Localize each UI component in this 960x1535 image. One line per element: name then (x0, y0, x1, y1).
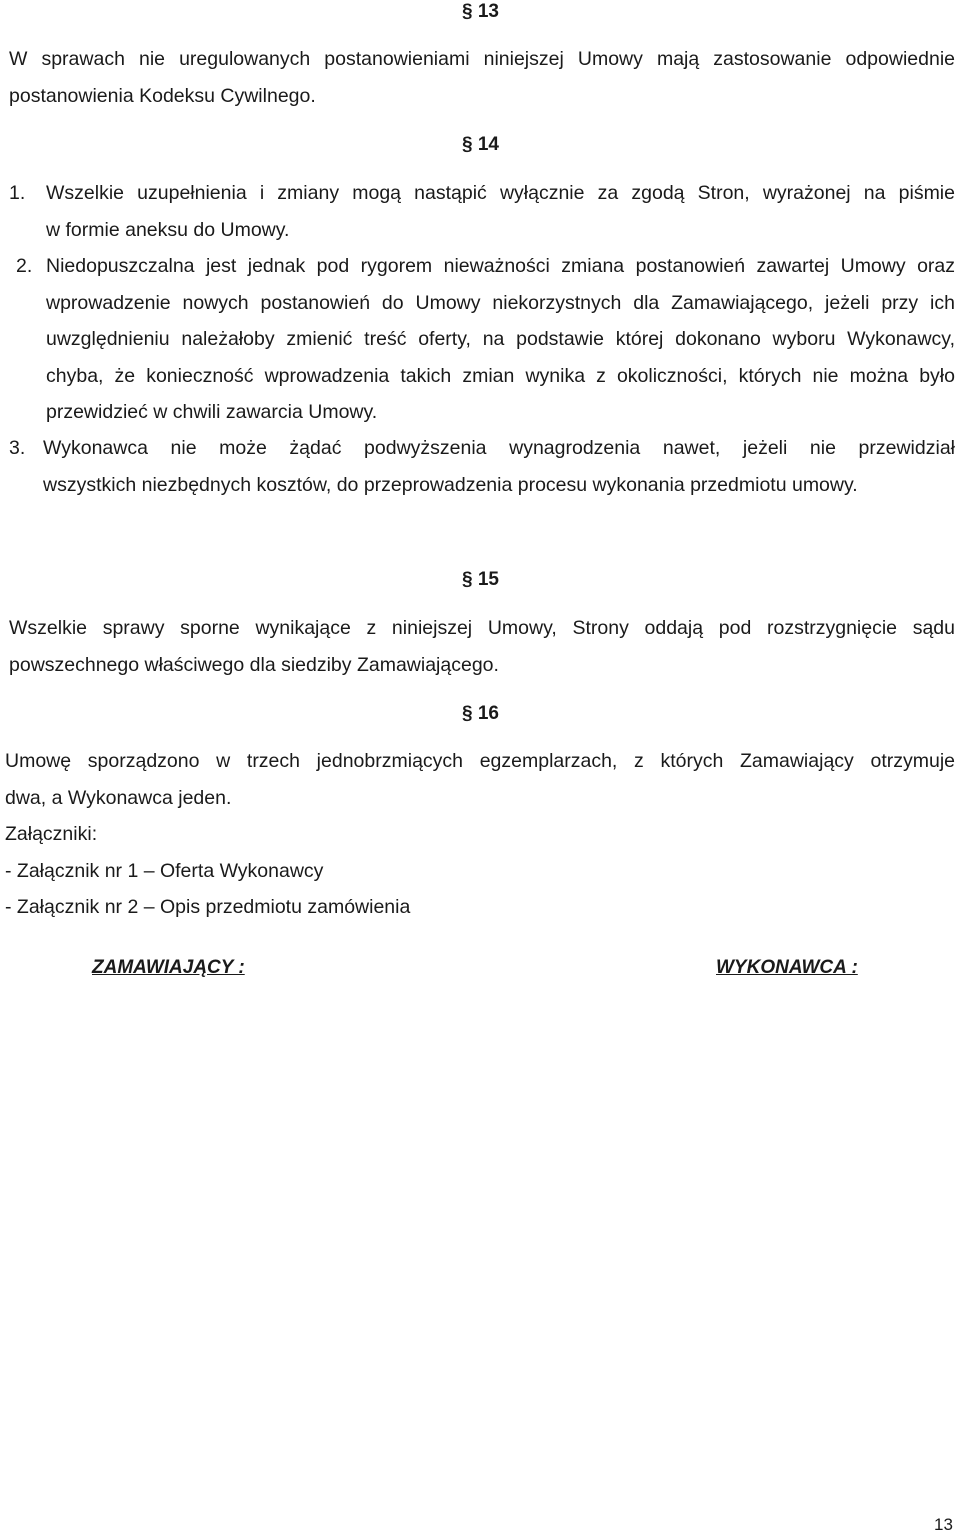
text-line: w formie aneksu do Umowy. (46, 218, 290, 241)
section-14-item-3 (43, 430, 955, 503)
section-15-paragraph (9, 610, 955, 683)
signature-label-zamawiajacy: ZAMAWIAJĄCY : (92, 957, 245, 978)
section-14-heading: § 14 (462, 134, 499, 155)
text-line: wszystkich niezbędnych kosztów, do przeprowadzenia procesu wykonania przedmiotu umowy. (43, 473, 858, 496)
text-line: przewidzieć w chwili zawarcia Umowy. (46, 401, 378, 423)
section-15-heading: § 15 (462, 569, 499, 590)
attachments-label: Załączniki: (5, 823, 98, 845)
text-line: Wszelkie uzupełnienia i zmiany mogą nastąpić wyłącznie za zgodą Stron, wyrażonej na piśmie (46, 182, 955, 204)
text-line: W sprawach nie uregulowanych postanowieniami niniejszej Umowy mają zastosowanie odpowiednie (9, 48, 955, 70)
text-line: wprowadzenie nowych postanowień do Umowy niekorzystnych dla Zamawiającego, jeżeli przy ich (46, 291, 955, 314)
section-16-paragraph (5, 743, 955, 926)
list-item-number: 2. (16, 255, 33, 277)
list-item-number: 1. (9, 182, 26, 204)
attachment-item: - Załącznik nr 2 – Opis przedmiotu zamówienia (5, 896, 411, 918)
text-line: chyba, że konieczność wprowadzenia takich zmian wynika z okoliczności, których nie można było (46, 364, 955, 387)
page-number: 13 (934, 1515, 953, 1534)
text-line: powszechnego właściwego dla siedziby Zamawiającego. (9, 653, 499, 676)
signature-label-wykonawca: WYKONAWCA : (716, 957, 858, 978)
text-line: Umowę sporządzono w trzech jednobrzmiących egzemplarzach, z których Zamawiający otrzymuje (5, 750, 955, 772)
text-line: Wykonawca nie może żądać podwyższenia wynagrodzenia nawet, jeżeli nie przewidział (43, 437, 955, 459)
text-line: Wszelkie sprawy sporne wynikające z niniejszej Umowy, Strony oddają pod rozstrzygnięcie sądu (9, 617, 955, 639)
section-13-heading: § 13 (462, 1, 499, 22)
attachment-item: - Załącznik nr 1 – Oferta Wykonawcy (5, 859, 324, 882)
text-line: dwa, a Wykonawca jeden. (5, 786, 232, 809)
section-13-paragraph (9, 41, 955, 114)
section-14-item-1 (46, 175, 955, 248)
text-line: Niedopuszczalna jest jednak pod rygorem nieważności zmiana postanowień zawartej Umowy oraz (46, 255, 955, 277)
section-16-heading: § 16 (462, 703, 499, 724)
section-14-item-2 (46, 248, 955, 431)
text-line: uwzględnieniu należałoby zmienić treść oferty, na podstawie której dokonano wyboru Wykonawcy, (46, 328, 955, 350)
text-line: postanowienia Kodeksu Cywilnego. (9, 84, 316, 107)
list-item-number: 3. (9, 437, 26, 459)
